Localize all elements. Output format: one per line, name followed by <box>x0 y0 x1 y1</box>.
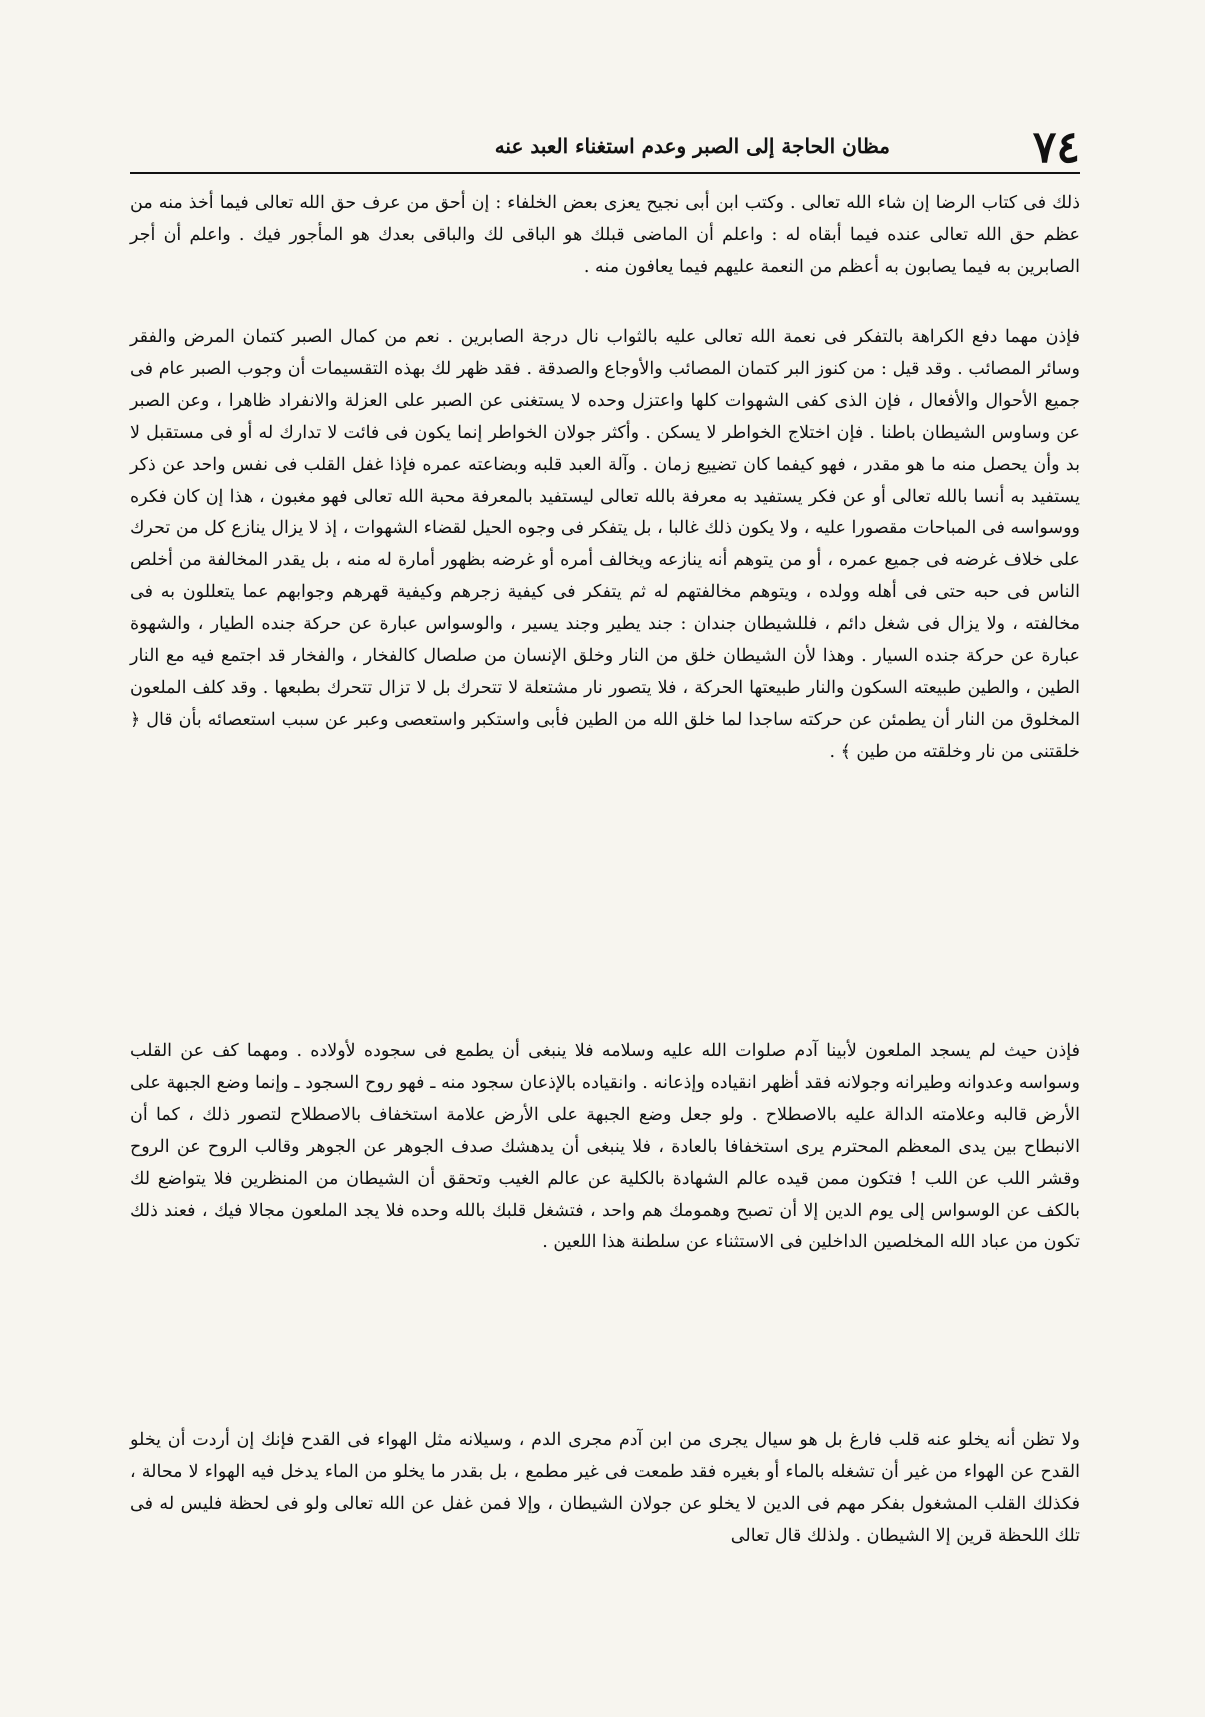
running-title: مظان الحاجة إلى الصبر وعدم استغناء العبد عنه <box>494 134 890 158</box>
paragraph: فإذن حيث لم يسجد الملعون لأبينا آدم صلوات الله عليه وسلامه فلا ينبغى أن يطمع فى سجوده لأولاده . ومهما كف عن القلب وسواسه وعدوانه وطيرانه وجولانه فقد أظهر انقياده وإذعانه . وانقياده بالإذعان سجود منه ـ فهو روح السجود ـ وإنما وضع الجبهة على الأرض قالبه وعلامته الدالة عليه بالاصطلاح . ولو جعل وضع الجبهة على الأرض علامة استخفاف بالاصطلاح لتصور ذلك ، كما أن الانبطاح بين يدى المعظم المحترم يرى استخفافا بالعادة ، فلا ينبغى أن يدهشك صدف الجوهر عن الجوهر وقالب الروح عن الروح وقشر اللب عن اللب ! فتكون ممن قيده عالم الشهادة بالكلية عن عالم الغيب وتحقق أن الشيطان من المنظرين فلا يتواضع لك بالكف عن الوسواس إلى يوم الدين إلا أن تصبح وهمومك هم واحد ، فتشغل قلبك بالله وحده فلا يجد الملعون مجالا فيك ، فعند ذلك تكون من عباد الله المخلصين الداخلين فى الاستثناء عن سلطنة هذا اللعين . <box>130 1041 1080 1253</box>
paragraph: فإذن مهما دفع الكراهة بالتفكر فى نعمة الله تعالى عليه بالثواب نال درجة الصابرين . نعم من كمال الصبر كتمان المرض والفقر وسائر المصائب . وقد قيل : من كنوز البر كتمان المصائب والأوجاع والصدقة . فقد ظهر لك بهذه التقسيمات أن وجوب الصبر عام فى جميع الأحوال والأفعال ، فإن الذى كفى الشهوات كلها واعتزل وحده لا يستغنى عن الصبر على العزلة والانفراد ظاهرا ، وعن الصبر عن وساوس الشيطان باطنا . فإن اختلاج الخواطر لا يسكن . وأكثر جولان الخواطر إنما يكون فى فائت لا تدارك له أو فى مستقبل لا بد وأن يحصل منه ما هو مقدر ، فهو كيفما كان تضييع زمان . وآلة العبد قلبه وبضاعته عمره فإذا غفل القلب فى نفس واحد عن ذكر يستفيد به أنسا بالله تعالى أو عن فكر يستفيد به معرفة بالله تعالى ليستفيد بالمعرفة محبة الله تعالى فهو مغبون ، هذا إن كان فكره ووسواسه فى المباحات مقصورا عليه ، ولا يكون ذلك غالبا ، بل يتفكر فى وجوه الحيل لقضاء الشهوات ، إذ لا يزال ينازع كل من تحرك على خلاف غرضه فى جميع عمره ، أو من يتوهم أنه ينازعه ويخالف أمره أو غرضه بظهور أمارة له منه ، بل يقدر المخالفة من أخلص الناس فى حبه حتى فى أهله وولده ، ويتوهم مخالفتهم له ثم يتفكر فى كيفية زجرهم وكيفية قهرهم وجوابهم عما يتعللون به فى مخالفته ، ولا يزال فى شغل دائم ، فللشيطان جندان : جند يطير وجند يسير ، والوسواس عبارة عن حركة جنده الطيار ، والشهوة عبارة عن حركة جنده السيار . وهذا لأن الشيطان خلق من النار وخلق الإنسان من صلصال كالفخار ، والفخار قد اجتمع فيه مع النار الطين ، والطين طبيعته السكون والنار طبيعتها الحركة ، فلا يتصور نار مشتعلة لا تتحرك بل لا تزال تتحرك بطبعها . وقد كلف الملعون المخلوق من النار أن يطمئن عن حركته ساجدا لما خلق الله من الطين فأبى واستكبر واستعصى وعبر عن سبب استعصائه بأن قال ﴿ خلقتنى من نار وخلقته من طين ﴾ . <box>130 327 1080 762</box>
page-body <box>130 188 1080 1585</box>
paragraph: ذلك فى كتاب الرضا إن شاء الله تعالى . وكتب ابن أبى نجيح يعزى بعض الخلفاء : إن أحق من عرف حق الله تعالى فيما أخذ منه من عظم حق الله تعالى عنده فيما أبقاه له : واعلم أن الماضى قبلك هو الباقى لك والباقى بعدك هو المأجور فيك . واعلم أن أجر الصابرين به فيما يصابون به أعظم من النعمة عليهم فيما يعافون منه . <box>130 193 1080 277</box>
page-number: ٧٤ <box>1032 122 1080 173</box>
paragraph: ولا تظن أنه يخلو عنه قلب فارغ بل هو سيال يجرى من ابن آدم مجرى الدم ، وسيلانه مثل الهواء فى القدح فإنك إن أردت أن يخلو القدح عن الهواء من غير أن تشغله بالماء أو بغيره فقد طمعت فى غير مطمع ، بل بقدر ما يخلو من الماء يدخل فيه الهواء لا محالة ، فكذلك القلب المشغول بفكر مهم فى الدين لا يخلو عن جولان الشيطان ، وإلا فمن غفل عن الله تعالى ولو فى لحظة فليس له فى تلك اللحظة قرين إلا الشيطان . ولذلك قال تعالى <box>130 1430 1080 1546</box>
page-header <box>130 120 1080 174</box>
